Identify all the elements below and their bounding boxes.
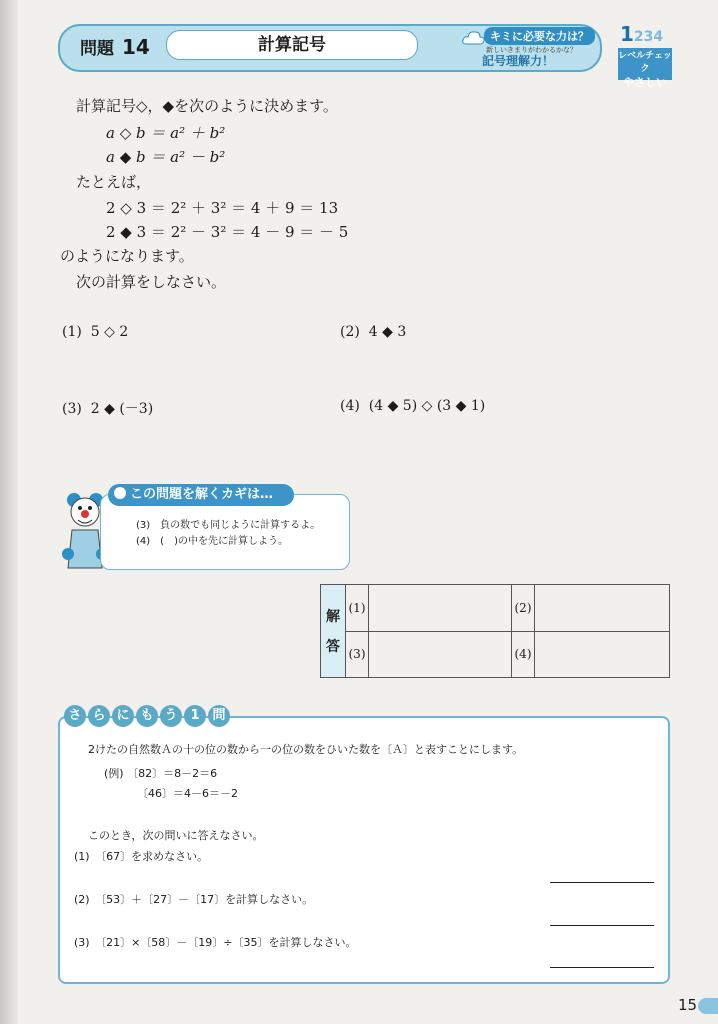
page-tab [698, 998, 718, 1014]
problem-number [80, 34, 150, 59]
problem-4-num: (4) [340, 398, 360, 414]
definition-1: a ◇ b ＝ a² ＋ b² [106, 124, 226, 142]
cloud-icon [462, 28, 486, 46]
hint-1: (3) 負の数でも同じように計算するよ。 [136, 520, 321, 531]
skill-badge-name: 記号理解力！ [482, 54, 555, 68]
extra-example-2: 〔46〕＝4－6＝－2 [137, 787, 238, 800]
key-icon [114, 487, 126, 499]
answer-label [321, 585, 346, 678]
level-badge [618, 48, 672, 89]
title-char: う [160, 705, 182, 727]
answer-label-1: 解 [326, 609, 340, 625]
extra-question-1: (1) 〔67〕を求めなさい。 [74, 850, 209, 863]
problem-3 [62, 398, 153, 418]
answer-cell-3[interactable] [369, 631, 512, 678]
answer-num-3: (3) [346, 631, 369, 678]
intro-line-2: のようになります。 [60, 247, 194, 265]
intro-line-3: 次の計算をしなさい。 [76, 273, 227, 291]
title-char: 1 [184, 705, 206, 727]
skill-badge-sub: 新しいきまりがわかるかな？ [486, 46, 577, 54]
example-lead: たとえば， [76, 173, 152, 191]
extra-lead: このとき，次の問いに答えなさい。 [88, 829, 264, 842]
title-char: に [112, 705, 134, 727]
page-title: 計算記号 [166, 30, 418, 60]
hint-title-text: この問題を解くカギは… [130, 487, 274, 502]
answer-num-1: (1) [346, 585, 369, 632]
extra-problem-title [64, 705, 230, 727]
problem-1-num: (1) [62, 324, 82, 340]
title-char: も [136, 705, 158, 727]
problem-2-expr: 4 ◆ 3 [368, 324, 407, 340]
title-char: ら [88, 705, 110, 727]
intro-line-1: 計算記号◇，◆を次のように決めます。 [76, 97, 338, 115]
example-2: 2 ◆ 3 ＝ 2² － 3² ＝ 4 － 9 ＝ － 5 [106, 223, 349, 241]
problem-number-value: 14 [122, 35, 150, 59]
problem-3-expr: 2 ◆ (－3) [90, 401, 154, 417]
problem-2-num: (2) [340, 324, 360, 340]
extra-question-3: (3) 〔21〕×〔58〕－〔19〕÷〔35〕を計算しなさい。 [74, 936, 357, 949]
problem-2 [340, 324, 406, 340]
answer-cell-4[interactable] [535, 631, 670, 678]
book-spine-shadow [0, 0, 18, 1024]
definition-2: a ◆ b ＝ a² － b² [106, 148, 226, 166]
answer-cell-1[interactable] [369, 585, 512, 632]
answer-line-2[interactable] [550, 925, 654, 926]
title-char: 問 [208, 705, 230, 727]
answer-line-3[interactable] [550, 967, 654, 968]
problem-3-num: (3) [62, 401, 82, 417]
level-digits: 1234 [620, 22, 664, 46]
problem-1 [62, 324, 128, 340]
answer-num-2: (2) [512, 585, 535, 632]
problem-1-expr: 5 ◇ 2 [90, 324, 129, 340]
hint-title [108, 484, 294, 506]
level-label: レベルチェック [618, 51, 672, 74]
problem-label: 問題 [80, 39, 114, 59]
skill-badge-title: キミに必要な力は？ [484, 27, 595, 45]
extra-intro: 2けたの自然数Ａの十の位の数から一の位の数をひいた数を〔Ａ〕と表すことにします。 [88, 743, 524, 756]
level-value: やさしい [623, 76, 667, 89]
example-1: 2 ◇ 3 ＝ 2² ＋ 3² ＝ 4 ＋ 9 ＝ 13 [106, 199, 339, 217]
hint-2: (4) ( )の中を先に計算しよう。 [136, 536, 288, 547]
problem-4-expr: (4 ◆ 5) ◇ (3 ◆ 1) [368, 398, 486, 414]
title-char: さ [64, 705, 86, 727]
answer-num-4: (4) [512, 631, 535, 678]
extra-example-1: (例) 〔82〕＝8－2＝6 [104, 767, 218, 780]
page-number: 15 [678, 996, 698, 1014]
answer-line-1[interactable] [550, 882, 654, 883]
answer-table [320, 584, 670, 678]
answer-label-2: 答 [326, 639, 340, 655]
answer-cell-2[interactable] [535, 585, 670, 632]
extra-question-2: (2) 〔53〕＋〔27〕－〔17〕を計算しなさい。 [74, 893, 314, 906]
problem-4 [340, 398, 485, 414]
